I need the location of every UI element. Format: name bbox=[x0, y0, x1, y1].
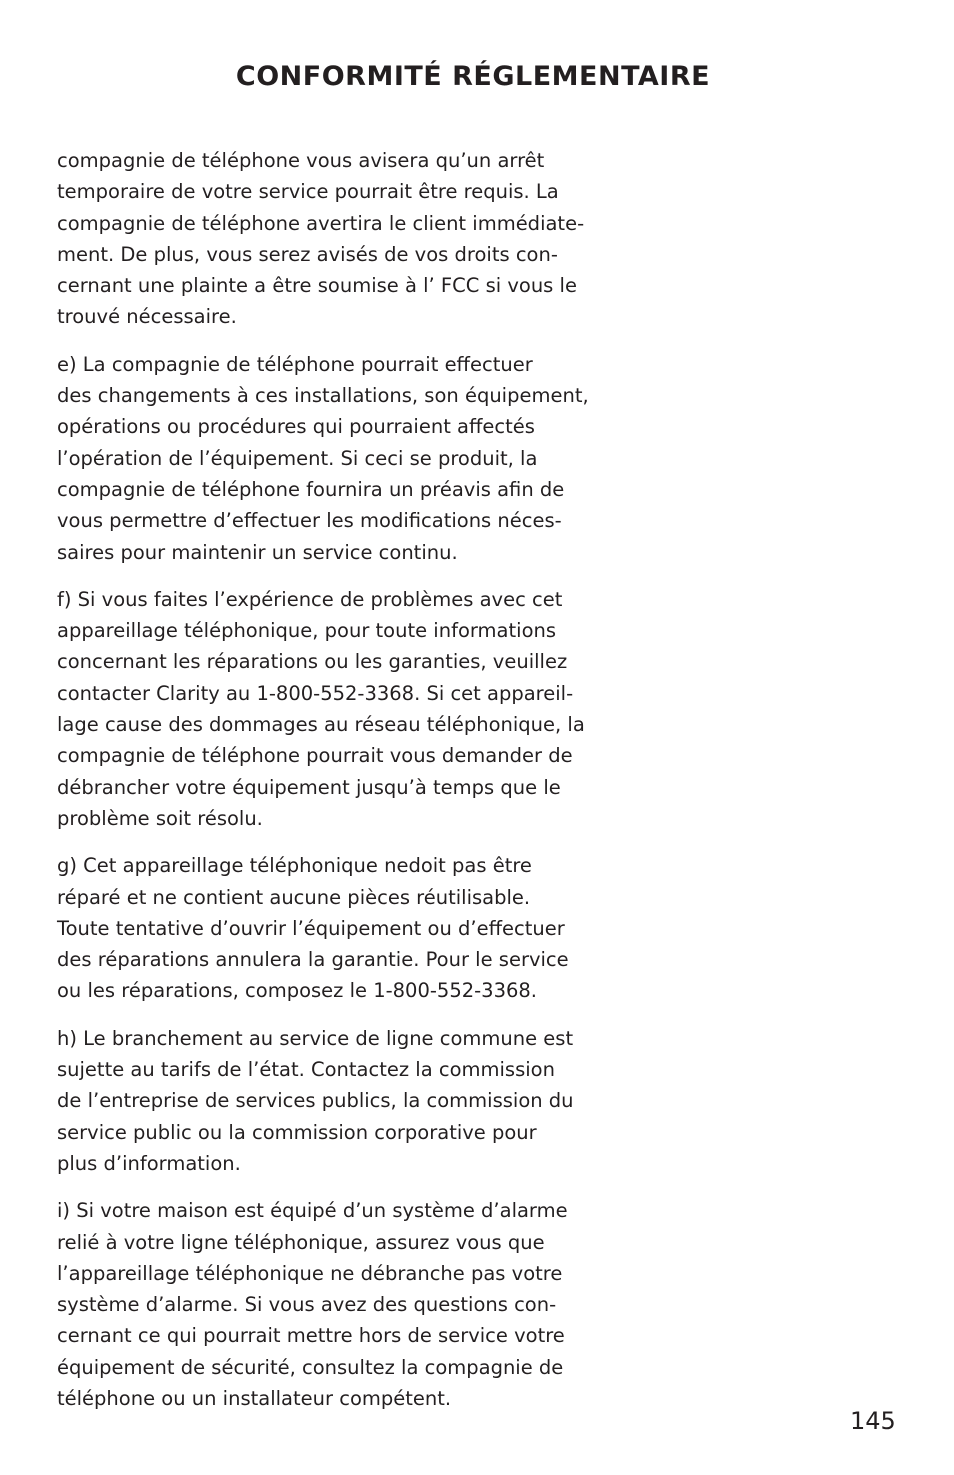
text-line: g) Cet appareillage téléphonique nedoit pas être bbox=[57, 854, 532, 878]
page-number: 145 bbox=[850, 1407, 896, 1435]
text-line: vous permettre d’effectuer les modifications néces- bbox=[57, 509, 562, 533]
text-line: réparé et ne contient aucune pièces réutilisable. bbox=[57, 885, 531, 909]
text-line: saires pour maintenir un service continu. bbox=[57, 540, 458, 564]
text-line: cernant une plainte a être soumise à l’ FCC si vous le bbox=[57, 274, 577, 298]
text-line: lage cause des dommages au réseau téléphonique, la bbox=[57, 713, 585, 737]
text-line: compagnie de téléphone vous avisera qu’un arrêt bbox=[57, 149, 545, 172]
text-line: relié à votre ligne téléphonique, assurez vous que bbox=[57, 1230, 545, 1254]
paragraph-h bbox=[57, 1023, 602, 1179]
page-title: CONFORMITÉ RÉGLEMENTAIRE bbox=[235, 61, 711, 92]
text-line: de l’entreprise de services publics, la commission du bbox=[57, 1089, 574, 1113]
text-line: service public ou la commission corporative pour bbox=[57, 1120, 537, 1144]
text-line: l’opération de l’équipement. Si ceci se produit, la bbox=[57, 446, 538, 470]
paragraph-g bbox=[57, 850, 602, 1006]
text-line: plus d’information. bbox=[57, 1151, 241, 1175]
text-line: h) Le branchement au service de ligne commune est bbox=[57, 1026, 574, 1050]
paragraph-continuation bbox=[57, 145, 602, 333]
text-line: compagnie de téléphone pourrait vous demander de bbox=[57, 744, 573, 768]
text-line: cernant ce qui pourrait mettre hors de service votre bbox=[57, 1324, 565, 1348]
text-line: i) Si votre maison est équipé d’un système d’alarme bbox=[57, 1199, 568, 1223]
paragraph-e bbox=[57, 349, 602, 568]
text-line: temporaire de votre service pourrait être requis. La bbox=[57, 180, 559, 204]
text-line: f) Si vous faites l’expérience de problèmes avec cet bbox=[57, 587, 563, 611]
text-line: trouvé nécessaire. bbox=[57, 305, 237, 329]
text-line: sujette au tarifs de l’état. Contactez la commission bbox=[57, 1058, 555, 1082]
text-line: système d’alarme. Si vous avez des questions con- bbox=[57, 1293, 557, 1317]
text-line: concernant les réparations ou les garanties, veuillez bbox=[57, 650, 568, 674]
text-line: téléphone ou un installateur compétent. bbox=[57, 1386, 452, 1410]
body-text-column bbox=[57, 145, 602, 1430]
text-line: Toute tentative d’ouvrir l’équipement ou d’effectuer bbox=[57, 916, 565, 940]
text-line: appareillage téléphonique, pour toute informations bbox=[57, 619, 557, 643]
text-line: débrancher votre équipement jusqu’à temps que le bbox=[57, 775, 561, 799]
text-line: problème soit résolu. bbox=[57, 806, 263, 830]
text-line: opérations ou procédures qui pourraient affectés bbox=[57, 415, 535, 439]
text-line: l’appareillage téléphonique ne débranche pas votre bbox=[57, 1261, 563, 1285]
text-line: ou les réparations, composez le 1-800-552-3368. bbox=[57, 979, 537, 1003]
text-line: contacter Clarity au 1-800-552-3368. Si cet appareil- bbox=[57, 681, 574, 705]
text-line: équipement de sécurité, consultez la compagnie de bbox=[57, 1355, 564, 1379]
text-line: compagnie de téléphone fournira un préavis afin de bbox=[57, 477, 565, 501]
text-line: compagnie de téléphone avertira le client immédiate- bbox=[57, 211, 585, 235]
text-line: e) La compagnie de téléphone pourrait effectuer bbox=[57, 352, 533, 376]
text-line: des changements à ces installations, son équipement, bbox=[57, 384, 589, 408]
paragraph-i bbox=[57, 1195, 602, 1414]
text-line: ment. De plus, vous serez avisés de vos droits con- bbox=[57, 242, 558, 266]
text-line: des réparations annulera la garantie. Pour le service bbox=[57, 948, 569, 972]
paragraph-f bbox=[57, 584, 602, 834]
